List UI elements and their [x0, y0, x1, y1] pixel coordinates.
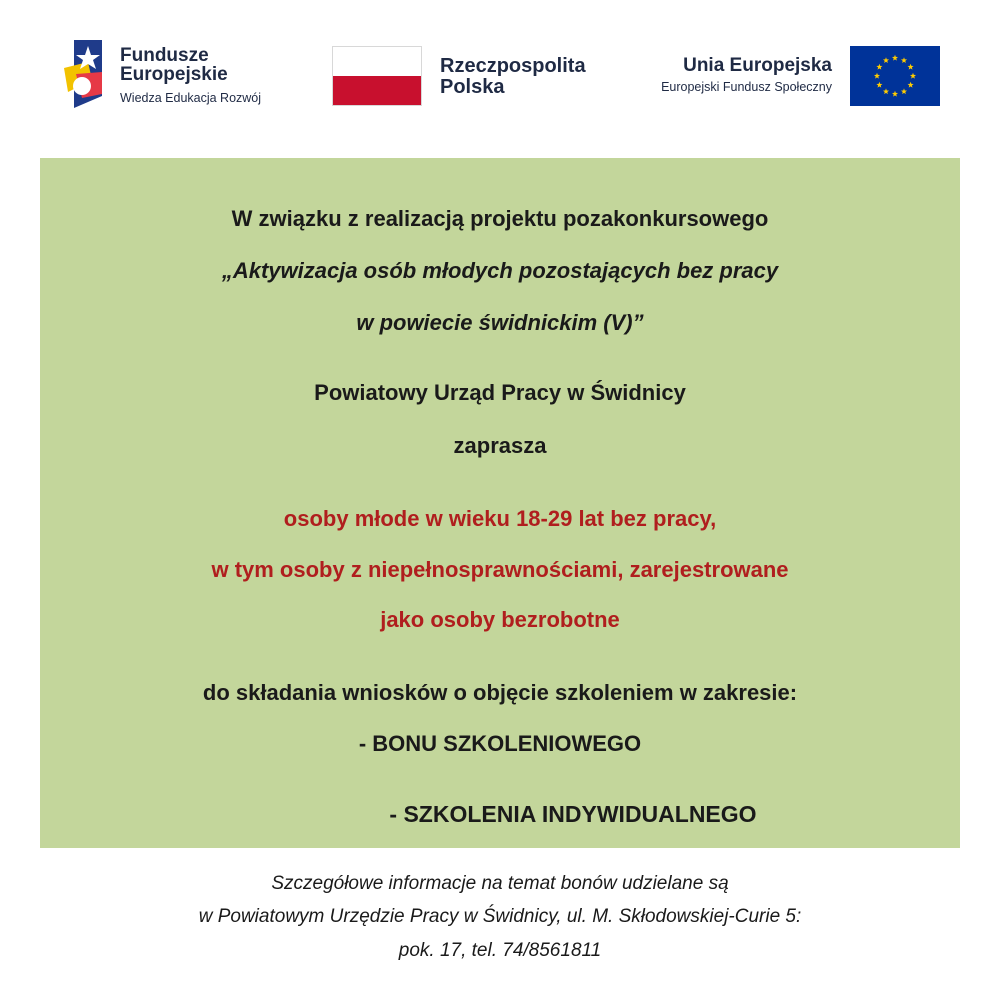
purpose-text: do składania wniosków o objęcie szkoleniem w zakresie: — [202, 680, 798, 705]
scope-item-bon: - BONU SZKOLENIOWEGO — [358, 731, 642, 756]
eu-star-icon — [874, 73, 880, 79]
rzeczpospolita-polska-logo — [332, 46, 602, 110]
unia-europejska-logo — [630, 46, 942, 110]
eu-logo-title: Unia Europejska — [683, 55, 832, 76]
eu-star-icon — [908, 82, 914, 88]
fe-logo-line1: Fundusze — [120, 45, 209, 66]
intro-text: W związku z realizacją projektu pozakonkursowego — [231, 206, 769, 231]
footer-line2: w Powiatowym Urzędzie Pracy w Świdnicy, ul. M. Skłodowskiej-Curie 5: — [198, 906, 802, 927]
eu-star-icon — [892, 91, 898, 97]
office-name: Powiatowy Urząd Pracy w Świdnicy — [314, 380, 686, 405]
fundusze-europejskie-logo — [62, 36, 302, 116]
eu-star-icon — [892, 55, 898, 61]
logo-strip — [0, 0, 1000, 130]
eu-star-icon — [876, 82, 882, 88]
target-group-line1: osoby młode w wieku 18-29 lat bez pracy, — [283, 506, 717, 531]
eu-star-icon — [908, 64, 914, 70]
project-title-line1: „Aktywizacja osób młodych pozostających bez pracy — [221, 258, 779, 283]
eu-star-icon — [883, 57, 889, 63]
project-title-line2: w powiecie świdnickim (V)” — [356, 310, 644, 335]
eu-star-icon — [876, 64, 882, 70]
eu-star-icon — [910, 73, 916, 79]
target-group-line2: w tym osoby z niepełnosprawnościami, zarejestrowane — [211, 557, 789, 582]
fe-logo-line2: Europejskie — [120, 64, 228, 85]
scope-item-szkolenia: - SZKOLENIA INDYWIDUALNEGO — [389, 801, 757, 827]
announcement-panel — [40, 158, 960, 848]
rp-logo-line2: Polska — [440, 76, 505, 98]
footer-line1: Szczegółowe informacje na temat bonów udzielane są — [271, 873, 729, 894]
eu-star-icon — [901, 88, 907, 94]
rp-logo-line1: Rzeczpospolita — [440, 55, 586, 77]
eu-flag-icon — [850, 46, 940, 106]
eu-logo-subtitle: Europejski Fundusz Społeczny — [661, 80, 832, 94]
fe-logo-tagline: Wiedza Edukacja Rozwój — [120, 91, 262, 105]
eu-star-icon — [883, 88, 889, 94]
eu-star-icon — [901, 57, 907, 63]
footer-line3: pok. 17, tel. 74/8561811 — [398, 940, 602, 961]
invitation-verb: zaprasza — [453, 433, 547, 458]
target-group-line3: jako osoby bezrobotne — [380, 607, 620, 632]
fundusze-europejskie-emblem-icon — [62, 36, 112, 112]
polish-flag-icon — [332, 46, 422, 106]
